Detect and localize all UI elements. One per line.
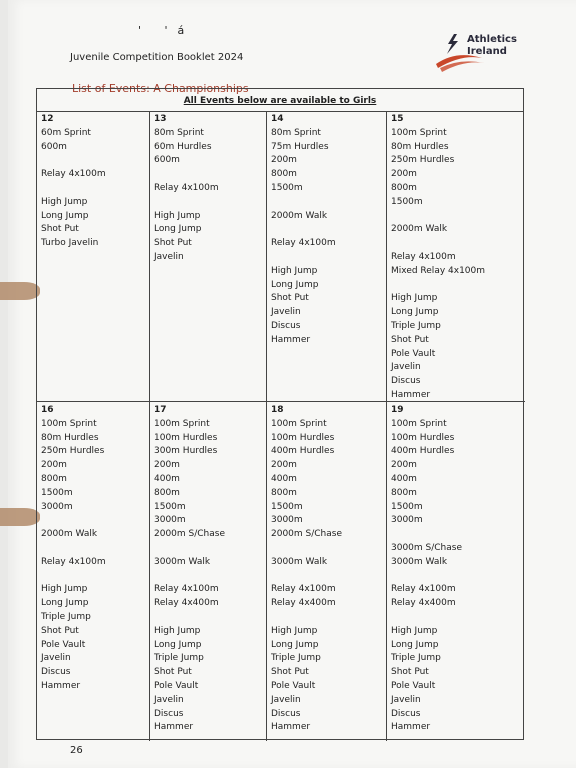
event-item: Relay 4x100m [391, 251, 456, 262]
age-label: 17 [154, 405, 167, 415]
spacer [391, 237, 521, 251]
event-item: Triple Jump [154, 653, 204, 664]
event-item: 100m Hurdles [154, 432, 218, 443]
event-item: 3000m [271, 515, 303, 526]
event-item: Discus [154, 708, 184, 719]
event-item: 200m [271, 460, 297, 471]
event-item: 600m [154, 155, 180, 166]
event-item: 60m Hurdles [154, 141, 212, 152]
event-item: 200m [391, 460, 417, 471]
event-item: Long Jump [391, 639, 439, 650]
event-item: Discus [41, 667, 71, 678]
event-item: 600m [41, 141, 67, 152]
logo-line1: Athletics [467, 34, 517, 45]
event-item: 100m Sprint [154, 418, 210, 429]
event-item: 3000m [41, 501, 73, 512]
event-item: Discus [391, 376, 421, 387]
event-item: 200m [271, 155, 297, 166]
event-item: Triple Jump [391, 320, 441, 331]
event-item: High Jump [154, 625, 201, 636]
event-item: 80m Sprint [271, 127, 321, 138]
event-item: Hammer [271, 334, 311, 345]
event-item: Javelin [391, 694, 421, 705]
torn-punch-hole [0, 508, 40, 526]
event-item: Shot Put [391, 667, 429, 678]
spacer [154, 196, 262, 210]
event-item: Long Jump [154, 224, 202, 235]
spacer [391, 528, 521, 542]
event-item: Shot Put [41, 224, 79, 235]
event-item: 3000m [391, 515, 423, 526]
event-item: 200m [41, 460, 67, 471]
event-item: Shot Put [41, 625, 79, 636]
age-column-15 [387, 111, 525, 402]
event-item: 800m [271, 169, 297, 180]
event-item: 75m Hurdles [271, 141, 329, 152]
age-column-17 [150, 402, 267, 741]
event-item: High Jump [154, 210, 201, 221]
event-item: Relay 4x100m [271, 584, 336, 595]
event-item: Relay 4x400m [391, 598, 456, 609]
events-table [36, 88, 524, 740]
event-item: 2000m Walk [41, 529, 98, 540]
event-item: 800m [154, 487, 180, 498]
event-item: 800m [391, 487, 417, 498]
event-item: Relay 4x100m [391, 584, 456, 595]
event-item: Relay 4x100m [41, 169, 106, 180]
event-item: 2000m S/Chase [271, 529, 343, 540]
spacer [41, 514, 145, 528]
event-item: Shot Put [271, 293, 309, 304]
event-item: 1500m [391, 196, 423, 207]
event-item: Mixed Relay 4x100m [391, 265, 486, 276]
event-item: Triple Jump [271, 653, 321, 664]
event-item: 2000m Walk [271, 210, 328, 221]
event-item: High Jump [391, 625, 438, 636]
event-item: High Jump [271, 265, 318, 276]
age-label: 13 [154, 114, 167, 124]
age-column-14 [267, 111, 387, 402]
event-item: High Jump [41, 584, 88, 595]
event-item: Long Jump [154, 639, 202, 650]
spacer [391, 279, 521, 293]
spacer [271, 542, 382, 556]
event-item: 1500m [271, 182, 303, 193]
event-item: Discus [391, 708, 421, 719]
event-item: 3000m S/Chase [391, 542, 463, 553]
event-item: Shot Put [154, 238, 192, 249]
event-item: Javelin [271, 694, 301, 705]
event-item: Shot Put [154, 667, 192, 678]
spacer [154, 570, 262, 584]
event-item: Hammer [391, 722, 431, 733]
event-item: 1500m [41, 487, 73, 498]
spacer [391, 570, 521, 584]
spacer [271, 251, 382, 265]
event-item: Hammer [154, 722, 194, 733]
event-item: Hammer [391, 389, 431, 400]
event-item: 100m Hurdles [391, 432, 455, 443]
event-item: Javelin [391, 362, 421, 373]
age-column-19 [387, 402, 525, 741]
age-column-16 [37, 402, 150, 741]
booklet-title: Juvenile Competition Booklet 2024 [70, 52, 244, 63]
event-item: 250m Hurdles [391, 155, 455, 166]
spacer [41, 182, 145, 196]
event-item: Relay 4x400m [271, 598, 336, 609]
event-item: 80m Hurdles [41, 432, 99, 443]
age-label: 15 [391, 114, 404, 124]
torn-punch-hole [0, 282, 40, 300]
event-item: Javelin [154, 251, 184, 262]
event-item: 800m [391, 182, 417, 193]
event-item: Pole Vault [391, 348, 436, 359]
event-item: 300m Hurdles [154, 446, 218, 457]
event-item: Relay 4x100m [154, 584, 219, 595]
stray-marks: ' 'á [138, 24, 195, 37]
event-item: 1500m [391, 501, 423, 512]
event-item: 100m Sprint [391, 127, 447, 138]
event-item: Long Jump [271, 279, 319, 290]
spacer [271, 196, 382, 210]
age-label: 19 [391, 405, 404, 415]
event-item: 200m [154, 460, 180, 471]
logo-line2: Ireland [467, 46, 507, 57]
age-label: 18 [271, 405, 284, 415]
section-title: List of Events: A Championships [72, 82, 249, 95]
event-item: 250m Hurdles [41, 446, 105, 457]
event-item: Shot Put [271, 667, 309, 678]
age-column-18 [267, 402, 387, 741]
event-item: Relay 4x400m [154, 598, 219, 609]
event-item: Relay 4x100m [271, 238, 336, 249]
event-item: 400m [154, 473, 180, 484]
event-item: Pole Vault [391, 680, 436, 691]
event-item: 100m Sprint [391, 418, 447, 429]
spacer [154, 542, 262, 556]
event-item: 400m Hurdles [271, 446, 335, 457]
event-item: Triple Jump [391, 653, 441, 664]
event-item: Triple Jump [41, 611, 91, 622]
age-label: 12 [41, 114, 54, 124]
event-item: Javelin [154, 694, 184, 705]
event-item: 100m Hurdles [271, 432, 335, 443]
event-item: 200m [391, 169, 417, 180]
event-item: 1500m [154, 501, 186, 512]
event-item: Long Jump [391, 307, 439, 318]
event-item: Javelin [271, 307, 301, 318]
event-item: 2000m Walk [391, 224, 448, 235]
event-item: Long Jump [41, 598, 89, 609]
spacer [271, 570, 382, 584]
event-item: Discus [271, 320, 301, 331]
logo-text [467, 34, 517, 58]
spacer [154, 168, 262, 182]
event-item: Hammer [41, 680, 81, 691]
event-item: 1500m [271, 501, 303, 512]
spacer [41, 154, 145, 168]
spacer [391, 210, 521, 224]
spacer [391, 611, 521, 625]
event-item: 800m [41, 473, 67, 484]
event-item: Turbo Javelin [41, 238, 99, 249]
age-column-13 [150, 111, 267, 402]
event-item: 3000m Walk [154, 556, 211, 567]
event-item: Relay 4x100m [154, 182, 219, 193]
event-item: High Jump [391, 293, 438, 304]
event-item: Discus [271, 708, 301, 719]
event-item: 100m Sprint [41, 418, 97, 429]
spacer [271, 223, 382, 237]
age-label: 16 [41, 405, 54, 415]
event-item: 80m Hurdles [391, 141, 449, 152]
event-item: 2000m S/Chase [154, 529, 226, 540]
event-item: Long Jump [271, 639, 319, 650]
spacer [41, 570, 145, 584]
event-item: High Jump [271, 625, 318, 636]
event-item: 3000m [154, 515, 186, 526]
age-label: 14 [271, 114, 284, 124]
page-number: 26 [70, 745, 83, 756]
event-item: 3000m Walk [271, 556, 328, 567]
event-item: 60m Sprint [41, 127, 91, 138]
event-item: 80m Sprint [154, 127, 204, 138]
event-item: Javelin [41, 653, 71, 664]
table-banner: All Events below are available to Girls [37, 89, 523, 112]
event-item: Shot Put [391, 334, 429, 345]
event-item: Pole Vault [271, 680, 316, 691]
event-item: Long Jump [41, 210, 89, 221]
spacer [154, 611, 262, 625]
event-item: Hammer [271, 722, 311, 733]
event-item: Pole Vault [154, 680, 199, 691]
event-item: 400m [271, 473, 297, 484]
age-column-12 [37, 111, 150, 402]
spacer [271, 611, 382, 625]
event-item: 800m [271, 487, 297, 498]
event-item: Relay 4x100m [41, 556, 106, 567]
event-item: 3000m Walk [391, 556, 448, 567]
event-item: 100m Sprint [271, 418, 327, 429]
event-item: High Jump [41, 196, 88, 207]
event-item: 400m [391, 473, 417, 484]
spacer [41, 542, 145, 556]
event-item: Pole Vault [41, 639, 86, 650]
event-item: 400m Hurdles [391, 446, 455, 457]
